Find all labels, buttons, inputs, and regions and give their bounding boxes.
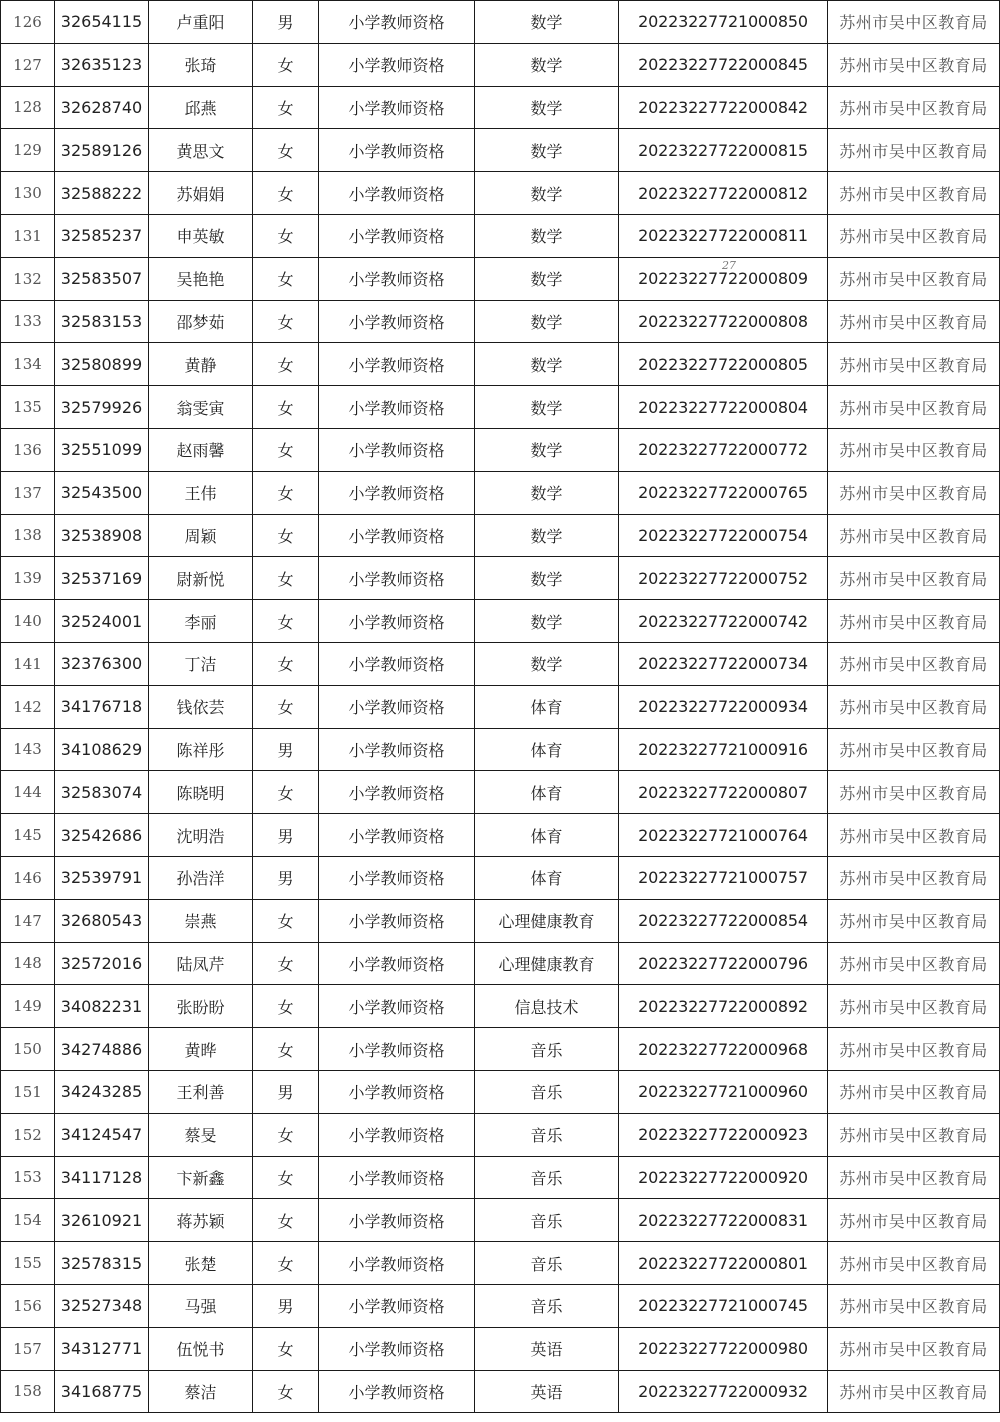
certificate-type-cell: 小学教师资格 bbox=[319, 214, 475, 257]
row-number-cell: 150 bbox=[1, 1028, 55, 1071]
row-number-cell: 148 bbox=[1, 942, 55, 985]
certificate-type-cell: 小学教师资格 bbox=[319, 172, 475, 215]
table-row bbox=[1, 1113, 1000, 1156]
certificate-number-cell: 20223227722000752 bbox=[619, 557, 828, 600]
issuing-authority-cell: 苏州市吴中区教育局 bbox=[828, 642, 1000, 685]
candidate-id-cell: 34274886 bbox=[55, 1028, 149, 1071]
subject-cell: 数学 bbox=[475, 386, 619, 429]
candidate-id-cell: 32543500 bbox=[55, 471, 149, 514]
subject-cell: 数学 bbox=[475, 1, 619, 44]
candidate-name-cell: 张楚 bbox=[149, 1242, 253, 1285]
candidate-id-cell: 34312771 bbox=[55, 1327, 149, 1370]
subject-cell: 体育 bbox=[475, 771, 619, 814]
certificate-type-cell: 小学教师资格 bbox=[319, 129, 475, 172]
candidate-name-cell: 周颖 bbox=[149, 514, 253, 557]
candidate-id-cell: 32537169 bbox=[55, 557, 149, 600]
table-row bbox=[1, 257, 1000, 300]
certificate-number-cell: 20223227722000796 bbox=[619, 942, 828, 985]
issuing-authority-cell: 苏州市吴中区教育局 bbox=[828, 600, 1000, 643]
gender-cell: 女 bbox=[253, 600, 319, 643]
subject-cell: 音乐 bbox=[475, 1113, 619, 1156]
issuing-authority-cell: 苏州市吴中区教育局 bbox=[828, 1156, 1000, 1199]
gender-cell: 女 bbox=[253, 43, 319, 86]
gender-cell: 男 bbox=[253, 1, 319, 44]
issuing-authority-cell: 苏州市吴中区教育局 bbox=[828, 771, 1000, 814]
candidate-name-cell: 吴艳艳 bbox=[149, 257, 253, 300]
certificate-type-cell: 小学教师资格 bbox=[319, 386, 475, 429]
candidate-name-cell: 钱依芸 bbox=[149, 685, 253, 728]
candidate-id-cell: 34176718 bbox=[55, 685, 149, 728]
subject-cell: 数学 bbox=[475, 428, 619, 471]
gender-cell: 女 bbox=[253, 1327, 319, 1370]
certificate-number-cell: 20223227722000765 bbox=[619, 471, 828, 514]
table-row bbox=[1, 942, 1000, 985]
certificate-number-cell: 20223227722000805 bbox=[619, 343, 828, 386]
subject-cell: 音乐 bbox=[475, 1028, 619, 1071]
candidate-id-cell: 34117128 bbox=[55, 1156, 149, 1199]
issuing-authority-cell: 苏州市吴中区教育局 bbox=[828, 386, 1000, 429]
certificate-number-cell: 20223227722000854 bbox=[619, 899, 828, 942]
issuing-authority-cell: 苏州市吴中区教育局 bbox=[828, 1, 1000, 44]
table-row bbox=[1, 343, 1000, 386]
candidate-id-cell: 32583074 bbox=[55, 771, 149, 814]
candidate-id-cell: 32539791 bbox=[55, 856, 149, 899]
table-row bbox=[1, 557, 1000, 600]
candidate-id-cell: 34124547 bbox=[55, 1113, 149, 1156]
candidate-id-cell: 32589126 bbox=[55, 129, 149, 172]
table-row bbox=[1, 129, 1000, 172]
subject-cell: 音乐 bbox=[475, 1242, 619, 1285]
subject-cell: 数学 bbox=[475, 214, 619, 257]
candidate-name-cell: 邵梦茹 bbox=[149, 300, 253, 343]
row-number-cell: 144 bbox=[1, 771, 55, 814]
certificate-type-cell: 小学教师资格 bbox=[319, 942, 475, 985]
candidate-name-cell: 卢重阳 bbox=[149, 1, 253, 44]
certificate-type-cell: 小学教师资格 bbox=[319, 985, 475, 1028]
row-number-cell: 136 bbox=[1, 428, 55, 471]
gender-cell: 女 bbox=[253, 1199, 319, 1242]
candidate-name-cell: 黄思文 bbox=[149, 129, 253, 172]
row-number-cell: 131 bbox=[1, 214, 55, 257]
gender-cell: 女 bbox=[253, 471, 319, 514]
certificate-number-cell: 20223227721000916 bbox=[619, 728, 828, 771]
certificate-type-cell: 小学教师资格 bbox=[319, 1113, 475, 1156]
gender-cell: 女 bbox=[253, 899, 319, 942]
table-row bbox=[1, 685, 1000, 728]
table-row bbox=[1, 1156, 1000, 1199]
certificate-type-cell: 小学教师资格 bbox=[319, 343, 475, 386]
subject-cell: 心理健康教育 bbox=[475, 942, 619, 985]
subject-cell: 体育 bbox=[475, 856, 619, 899]
row-number-cell: 151 bbox=[1, 1070, 55, 1113]
page-number-mark: 27 bbox=[722, 259, 736, 272]
certificate-type-cell: 小学教师资格 bbox=[319, 771, 475, 814]
certificate-type-cell: 小学教师资格 bbox=[319, 257, 475, 300]
issuing-authority-cell: 苏州市吴中区教育局 bbox=[828, 1242, 1000, 1285]
certificate-type-cell: 小学教师资格 bbox=[319, 1070, 475, 1113]
row-number-cell: 129 bbox=[1, 129, 55, 172]
certificate-number-cell: 20223227722000934 bbox=[619, 685, 828, 728]
subject-cell: 信息技术 bbox=[475, 985, 619, 1028]
subject-cell: 音乐 bbox=[475, 1070, 619, 1113]
gender-cell: 女 bbox=[253, 428, 319, 471]
candidate-name-cell: 翁雯寅 bbox=[149, 386, 253, 429]
issuing-authority-cell: 苏州市吴中区教育局 bbox=[828, 129, 1000, 172]
certificate-type-cell: 小学教师资格 bbox=[319, 471, 475, 514]
row-number-cell: 147 bbox=[1, 899, 55, 942]
row-number-cell: 149 bbox=[1, 985, 55, 1028]
certificate-number-cell: 20223227721000850 bbox=[619, 1, 828, 44]
table-row bbox=[1, 43, 1000, 86]
gender-cell: 女 bbox=[253, 343, 319, 386]
subject-cell: 英语 bbox=[475, 1370, 619, 1413]
row-number-cell: 155 bbox=[1, 1242, 55, 1285]
certificate-number-cell: 20223227722000968 bbox=[619, 1028, 828, 1071]
table-row bbox=[1, 771, 1000, 814]
issuing-authority-cell: 苏州市吴中区教育局 bbox=[828, 557, 1000, 600]
candidate-id-cell: 32579926 bbox=[55, 386, 149, 429]
issuing-authority-cell: 苏州市吴中区教育局 bbox=[828, 214, 1000, 257]
subject-cell: 数学 bbox=[475, 600, 619, 643]
certificate-number-cell: 20223227722000892 bbox=[619, 985, 828, 1028]
certificate-number-cell: 20223227722000809 bbox=[619, 257, 828, 300]
candidate-name-cell: 尉新悦 bbox=[149, 557, 253, 600]
row-number-cell: 158 bbox=[1, 1370, 55, 1413]
certificate-number-cell: 20223227722000801 bbox=[619, 1242, 828, 1285]
gender-cell: 女 bbox=[253, 386, 319, 429]
certificate-number-cell: 20223227721000745 bbox=[619, 1284, 828, 1327]
table-row bbox=[1, 1242, 1000, 1285]
row-number-cell: 145 bbox=[1, 814, 55, 857]
certificate-type-cell: 小学教师资格 bbox=[319, 1370, 475, 1413]
table-row bbox=[1, 300, 1000, 343]
issuing-authority-cell: 苏州市吴中区教育局 bbox=[828, 300, 1000, 343]
subject-cell: 数学 bbox=[475, 557, 619, 600]
candidate-id-cell: 32588222 bbox=[55, 172, 149, 215]
issuing-authority-cell: 苏州市吴中区教育局 bbox=[828, 471, 1000, 514]
certificate-number-cell: 20223227722000831 bbox=[619, 1199, 828, 1242]
certificate-number-cell: 20223227722000807 bbox=[619, 771, 828, 814]
candidate-name-cell: 卞新鑫 bbox=[149, 1156, 253, 1199]
candidate-name-cell: 陆凤芹 bbox=[149, 942, 253, 985]
subject-cell: 数学 bbox=[475, 343, 619, 386]
candidate-id-cell: 34108629 bbox=[55, 728, 149, 771]
candidate-id-cell: 32551099 bbox=[55, 428, 149, 471]
table-row bbox=[1, 471, 1000, 514]
row-number-cell: 138 bbox=[1, 514, 55, 557]
candidate-name-cell: 申英敏 bbox=[149, 214, 253, 257]
row-number-cell: 154 bbox=[1, 1199, 55, 1242]
certificate-type-cell: 小学教师资格 bbox=[319, 856, 475, 899]
table-row bbox=[1, 214, 1000, 257]
row-number-cell: 146 bbox=[1, 856, 55, 899]
gender-cell: 女 bbox=[253, 257, 319, 300]
row-number-cell: 152 bbox=[1, 1113, 55, 1156]
gender-cell: 女 bbox=[253, 685, 319, 728]
candidate-name-cell: 孙浩洋 bbox=[149, 856, 253, 899]
table-row bbox=[1, 172, 1000, 215]
table-row bbox=[1, 1070, 1000, 1113]
issuing-authority-cell: 苏州市吴中区教育局 bbox=[828, 1113, 1000, 1156]
certificate-type-cell: 小学教师资格 bbox=[319, 1199, 475, 1242]
subject-cell: 心理健康教育 bbox=[475, 899, 619, 942]
gender-cell: 女 bbox=[253, 557, 319, 600]
issuing-authority-cell: 苏州市吴中区教育局 bbox=[828, 1284, 1000, 1327]
table-row bbox=[1, 856, 1000, 899]
candidate-name-cell: 黄晔 bbox=[149, 1028, 253, 1071]
certificate-number-cell: 20223227722000923 bbox=[619, 1113, 828, 1156]
issuing-authority-cell: 苏州市吴中区教育局 bbox=[828, 428, 1000, 471]
gender-cell: 女 bbox=[253, 1370, 319, 1413]
certificate-number-cell: 20223227722000742 bbox=[619, 600, 828, 643]
issuing-authority-cell: 苏州市吴中区教育局 bbox=[828, 1028, 1000, 1071]
candidate-name-cell: 马强 bbox=[149, 1284, 253, 1327]
candidate-name-cell: 蔡洁 bbox=[149, 1370, 253, 1413]
row-number-cell: 156 bbox=[1, 1284, 55, 1327]
certificate-number-cell: 20223227722000932 bbox=[619, 1370, 828, 1413]
certificate-type-cell: 小学教师资格 bbox=[319, 1, 475, 44]
candidate-name-cell: 邱燕 bbox=[149, 86, 253, 129]
certificate-type-cell: 小学教师资格 bbox=[319, 899, 475, 942]
table-row bbox=[1, 1327, 1000, 1370]
subject-cell: 数学 bbox=[475, 43, 619, 86]
candidate-name-cell: 李丽 bbox=[149, 600, 253, 643]
subject-cell: 体育 bbox=[475, 685, 619, 728]
certificate-type-cell: 小学教师资格 bbox=[319, 728, 475, 771]
subject-cell: 音乐 bbox=[475, 1199, 619, 1242]
subject-cell: 音乐 bbox=[475, 1156, 619, 1199]
subject-cell: 英语 bbox=[475, 1327, 619, 1370]
issuing-authority-cell: 苏州市吴中区教育局 bbox=[828, 1199, 1000, 1242]
candidate-id-cell: 32578315 bbox=[55, 1242, 149, 1285]
candidate-id-cell: 32628740 bbox=[55, 86, 149, 129]
candidate-id-cell: 32524001 bbox=[55, 600, 149, 643]
candidate-id-cell: 32580899 bbox=[55, 343, 149, 386]
candidate-id-cell: 32583153 bbox=[55, 300, 149, 343]
candidate-name-cell: 张琦 bbox=[149, 43, 253, 86]
certificate-number-cell: 20223227722000804 bbox=[619, 386, 828, 429]
issuing-authority-cell: 苏州市吴中区教育局 bbox=[828, 1327, 1000, 1370]
issuing-authority-cell: 苏州市吴中区教育局 bbox=[828, 728, 1000, 771]
candidate-id-cell: 32583507 bbox=[55, 257, 149, 300]
certificate-number-cell: 20223227721000757 bbox=[619, 856, 828, 899]
table-row bbox=[1, 1199, 1000, 1242]
table-row bbox=[1, 386, 1000, 429]
gender-cell: 男 bbox=[253, 728, 319, 771]
candidate-name-cell: 伍悦书 bbox=[149, 1327, 253, 1370]
certificate-type-cell: 小学教师资格 bbox=[319, 814, 475, 857]
gender-cell: 女 bbox=[253, 514, 319, 557]
candidate-name-cell: 沈明浩 bbox=[149, 814, 253, 857]
subject-cell: 数学 bbox=[475, 514, 619, 557]
subject-cell: 音乐 bbox=[475, 1284, 619, 1327]
table-row bbox=[1, 600, 1000, 643]
row-number-cell: 153 bbox=[1, 1156, 55, 1199]
gender-cell: 女 bbox=[253, 985, 319, 1028]
certificate-type-cell: 小学教师资格 bbox=[319, 1156, 475, 1199]
candidate-name-cell: 陈晓明 bbox=[149, 771, 253, 814]
row-number-cell: 126 bbox=[1, 1, 55, 44]
gender-cell: 女 bbox=[253, 771, 319, 814]
candidate-name-cell: 张盼盼 bbox=[149, 985, 253, 1028]
candidate-name-cell: 苏娟娟 bbox=[149, 172, 253, 215]
row-number-cell: 140 bbox=[1, 600, 55, 643]
candidate-id-cell: 34082231 bbox=[55, 985, 149, 1028]
certificate-number-cell: 20223227722000754 bbox=[619, 514, 828, 557]
row-number-cell: 127 bbox=[1, 43, 55, 86]
candidate-name-cell: 黄静 bbox=[149, 343, 253, 386]
certificate-number-cell: 20223227722000815 bbox=[619, 129, 828, 172]
gender-cell: 女 bbox=[253, 1113, 319, 1156]
issuing-authority-cell: 苏州市吴中区教育局 bbox=[828, 1370, 1000, 1413]
issuing-authority-cell: 苏州市吴中区教育局 bbox=[828, 899, 1000, 942]
issuing-authority-cell: 苏州市吴中区教育局 bbox=[828, 172, 1000, 215]
table-body bbox=[1, 1, 1000, 1413]
row-number-cell: 143 bbox=[1, 728, 55, 771]
issuing-authority-cell: 苏州市吴中区教育局 bbox=[828, 343, 1000, 386]
candidate-name-cell: 蔡旻 bbox=[149, 1113, 253, 1156]
certificate-number-cell: 20223227722000811 bbox=[619, 214, 828, 257]
subject-cell: 数学 bbox=[475, 172, 619, 215]
certificate-type-cell: 小学教师资格 bbox=[319, 642, 475, 685]
certificate-number-cell: 20223227722000920 bbox=[619, 1156, 828, 1199]
gender-cell: 男 bbox=[253, 1070, 319, 1113]
candidate-id-cell: 32542686 bbox=[55, 814, 149, 857]
candidate-name-cell: 王伟 bbox=[149, 471, 253, 514]
candidate-name-cell: 崇燕 bbox=[149, 899, 253, 942]
candidate-name-cell: 王利善 bbox=[149, 1070, 253, 1113]
row-number-cell: 137 bbox=[1, 471, 55, 514]
certificate-number-cell: 20223227722000772 bbox=[619, 428, 828, 471]
certificate-number-cell: 20223227722000845 bbox=[619, 43, 828, 86]
candidate-id-cell: 32585237 bbox=[55, 214, 149, 257]
issuing-authority-cell: 苏州市吴中区教育局 bbox=[828, 514, 1000, 557]
issuing-authority-cell: 苏州市吴中区教育局 bbox=[828, 942, 1000, 985]
gender-cell: 女 bbox=[253, 86, 319, 129]
table-row bbox=[1, 985, 1000, 1028]
certificate-number-cell: 20223227722000734 bbox=[619, 642, 828, 685]
candidate-id-cell: 32538908 bbox=[55, 514, 149, 557]
issuing-authority-cell: 苏州市吴中区教育局 bbox=[828, 257, 1000, 300]
candidate-name-cell: 陈祥彤 bbox=[149, 728, 253, 771]
subject-cell: 数学 bbox=[475, 257, 619, 300]
issuing-authority-cell: 苏州市吴中区教育局 bbox=[828, 86, 1000, 129]
subject-cell: 数学 bbox=[475, 129, 619, 172]
gender-cell: 女 bbox=[253, 942, 319, 985]
subject-cell: 数学 bbox=[475, 86, 619, 129]
certificate-number-cell: 20223227722000842 bbox=[619, 86, 828, 129]
candidate-id-cell: 32654115 bbox=[55, 1, 149, 44]
table-row bbox=[1, 728, 1000, 771]
certificate-type-cell: 小学教师资格 bbox=[319, 86, 475, 129]
certificate-number-cell: 20223227721000960 bbox=[619, 1070, 828, 1113]
candidate-id-cell: 32680543 bbox=[55, 899, 149, 942]
certificate-type-cell: 小学教师资格 bbox=[319, 1284, 475, 1327]
certificate-number-cell: 20223227722000812 bbox=[619, 172, 828, 215]
subject-cell: 体育 bbox=[475, 728, 619, 771]
table-row bbox=[1, 86, 1000, 129]
certificate-number-cell: 20223227721000764 bbox=[619, 814, 828, 857]
candidate-id-cell: 32376300 bbox=[55, 642, 149, 685]
certificate-type-cell: 小学教师资格 bbox=[319, 300, 475, 343]
table-row bbox=[1, 814, 1000, 857]
subject-cell: 体育 bbox=[475, 814, 619, 857]
issuing-authority-cell: 苏州市吴中区教育局 bbox=[828, 985, 1000, 1028]
candidate-id-cell: 32572016 bbox=[55, 942, 149, 985]
candidate-name-cell: 赵雨馨 bbox=[149, 428, 253, 471]
gender-cell: 男 bbox=[253, 856, 319, 899]
subject-cell: 数学 bbox=[475, 300, 619, 343]
certificate-number-cell: 20223227722000980 bbox=[619, 1327, 828, 1370]
certificate-type-cell: 小学教师资格 bbox=[319, 685, 475, 728]
certificate-number-cell: 20223227722000808 bbox=[619, 300, 828, 343]
row-number-cell: 132 bbox=[1, 257, 55, 300]
subject-cell: 数学 bbox=[475, 471, 619, 514]
candidate-id-cell: 34243285 bbox=[55, 1070, 149, 1113]
row-number-cell: 133 bbox=[1, 300, 55, 343]
gender-cell: 女 bbox=[253, 300, 319, 343]
certificate-type-cell: 小学教师资格 bbox=[319, 1327, 475, 1370]
candidate-id-cell: 32527348 bbox=[55, 1284, 149, 1327]
table-row bbox=[1, 514, 1000, 557]
certificate-type-cell: 小学教师资格 bbox=[319, 1242, 475, 1285]
certificate-type-cell: 小学教师资格 bbox=[319, 557, 475, 600]
row-number-cell: 141 bbox=[1, 642, 55, 685]
issuing-authority-cell: 苏州市吴中区教育局 bbox=[828, 1070, 1000, 1113]
gender-cell: 女 bbox=[253, 1242, 319, 1285]
gender-cell: 女 bbox=[253, 214, 319, 257]
gender-cell: 男 bbox=[253, 814, 319, 857]
candidate-id-cell: 34168775 bbox=[55, 1370, 149, 1413]
certificate-type-cell: 小学教师资格 bbox=[319, 428, 475, 471]
table-row bbox=[1, 1284, 1000, 1327]
certificate-type-cell: 小学教师资格 bbox=[319, 1028, 475, 1071]
row-number-cell: 134 bbox=[1, 343, 55, 386]
issuing-authority-cell: 苏州市吴中区教育局 bbox=[828, 43, 1000, 86]
table-row bbox=[1, 899, 1000, 942]
issuing-authority-cell: 苏州市吴中区教育局 bbox=[828, 685, 1000, 728]
gender-cell: 女 bbox=[253, 1028, 319, 1071]
row-number-cell: 142 bbox=[1, 685, 55, 728]
candidate-name-cell: 丁洁 bbox=[149, 642, 253, 685]
row-number-cell: 128 bbox=[1, 86, 55, 129]
table-row bbox=[1, 1, 1000, 44]
gender-cell: 女 bbox=[253, 1156, 319, 1199]
candidate-name-cell: 蒋苏颖 bbox=[149, 1199, 253, 1242]
row-number-cell: 139 bbox=[1, 557, 55, 600]
table-row bbox=[1, 428, 1000, 471]
issuing-authority-cell: 苏州市吴中区教育局 bbox=[828, 856, 1000, 899]
issuing-authority-cell: 苏州市吴中区教育局 bbox=[828, 814, 1000, 857]
certificate-type-cell: 小学教师资格 bbox=[319, 600, 475, 643]
row-number-cell: 135 bbox=[1, 386, 55, 429]
row-number-cell: 157 bbox=[1, 1327, 55, 1370]
table-row bbox=[1, 1370, 1000, 1413]
certificate-type-cell: 小学教师资格 bbox=[319, 43, 475, 86]
subject-cell: 数学 bbox=[475, 642, 619, 685]
gender-cell: 女 bbox=[253, 172, 319, 215]
gender-cell: 女 bbox=[253, 642, 319, 685]
table-row bbox=[1, 642, 1000, 685]
table-row bbox=[1, 1028, 1000, 1071]
row-number-cell: 130 bbox=[1, 172, 55, 215]
candidate-id-cell: 32610921 bbox=[55, 1199, 149, 1242]
certificate-type-cell: 小学教师资格 bbox=[319, 514, 475, 557]
gender-cell: 女 bbox=[253, 129, 319, 172]
gender-cell: 男 bbox=[253, 1284, 319, 1327]
candidate-id-cell: 32635123 bbox=[55, 43, 149, 86]
